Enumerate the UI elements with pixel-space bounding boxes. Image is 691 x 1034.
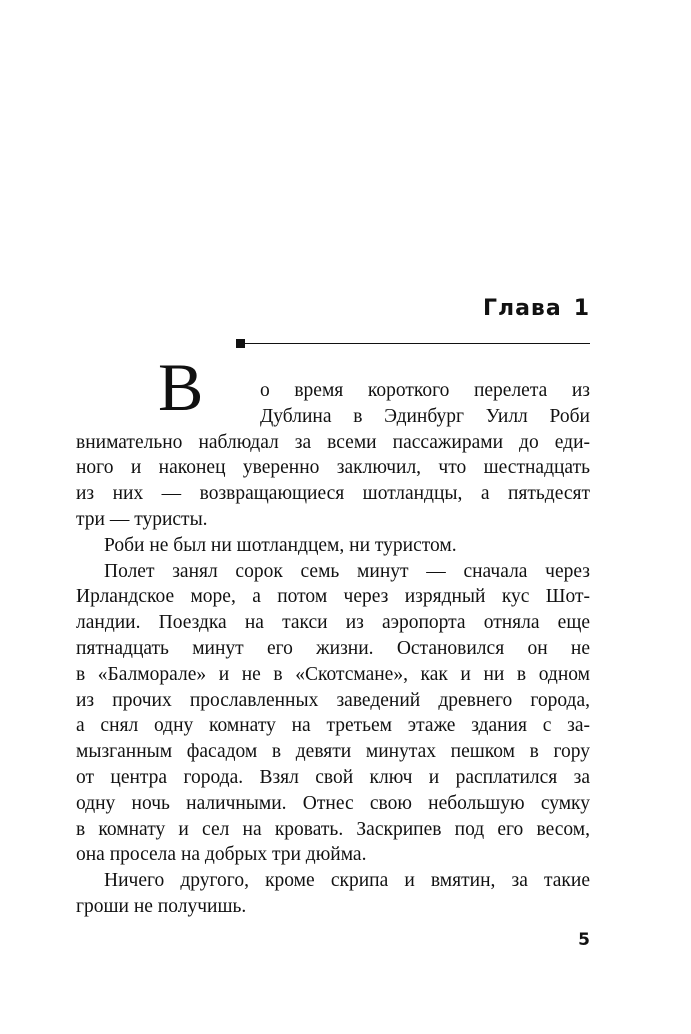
body-text bbox=[76, 378, 590, 920]
text-line: гроши не получишь. bbox=[76, 895, 247, 917]
chapter-rule bbox=[245, 343, 590, 344]
text-line: Ирландское море, а потом через изрядный кус Шот- bbox=[76, 586, 590, 608]
chapter-word: Глава bbox=[482, 296, 562, 321]
text-line: Полет занял сорок семь минут — сначала через bbox=[104, 560, 590, 582]
text-line: из прочих прославленных заведений древнего города, bbox=[76, 689, 590, 711]
page-number: 5 bbox=[578, 930, 590, 950]
text-line: она просела на добрых три дюйма. bbox=[76, 844, 367, 866]
text-line: а снял одну комнату на третьем этаже здания с за- bbox=[76, 715, 590, 737]
text-line: Дублина в Эдинбург Уилл Роби bbox=[260, 405, 590, 427]
chapter-heading bbox=[483, 294, 590, 324]
text-line: из них — возвращающиеся шотландцы, а пятьдесят bbox=[76, 483, 590, 505]
chapter-number: 1 bbox=[573, 296, 590, 321]
ornament-square-icon bbox=[236, 339, 245, 348]
text-line: пятнадцать минут его жизни. Остановился он не bbox=[76, 637, 590, 659]
text-line: в «Балморале» и не в «Скотсмане», как и ни в одном bbox=[76, 663, 590, 685]
text-line: от центра города. Взял свой ключ и расплатился за bbox=[76, 766, 590, 788]
text-line: Ничего другого, кроме скрипа и вмятин, за такие bbox=[104, 870, 590, 892]
text-line: о время короткого перелета из bbox=[260, 380, 590, 401]
text-line: три — туристы. bbox=[76, 508, 208, 530]
text-line: в комнату и сел на кровать. Заскрипев под его весом, bbox=[76, 818, 590, 840]
text-line: внимательно наблюдал за всеми пассажирами до еди- bbox=[76, 431, 590, 453]
text-line: одну ночь наличными. Отнес свою небольшую сумку bbox=[76, 792, 590, 814]
text-line: ландии. Поездка на такси из аэропорта отняла еще bbox=[76, 612, 590, 634]
drop-cap: В bbox=[158, 349, 204, 425]
text-line: Роби не был ни шотландцем, ни туристом. bbox=[104, 534, 457, 556]
text-line: мызганным фасадом в девяти минутах пешком в гору bbox=[76, 741, 590, 763]
text-line: ного и наконец уверенно заключил, что шестнадцать bbox=[76, 457, 590, 479]
